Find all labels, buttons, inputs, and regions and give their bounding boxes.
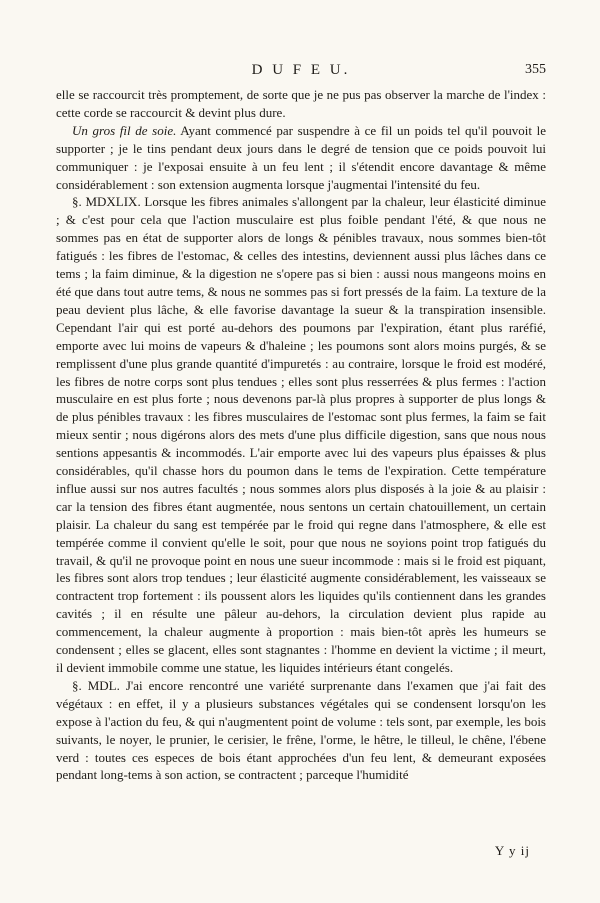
page-header [56, 62, 546, 84]
signature-mark: Y y ij [494, 843, 530, 858]
paragraph-silk-thread-text: Ayant commencé par suspendre à ce fil un poids tel qu'il pouvoit le supporter ; je le tins pendant deux jours dans le degré de tension que ce poids pouvoit lui communiquer : je l'exposai ensuite à un feu lent ; il s'étendit encore davantage & même considérablement : son extension augmenta lorsque j'augmentai l'intensité du feu. [56, 122, 546, 192]
paragraph-silk-thread [56, 122, 546, 194]
paragraph-mdxlix: §. MDXLIX. Lorsque les fibres animales s'allongent par la chaleur, leur élasticité diminue ; & c'est pour cela que l'action musculaire est plus foible pendant l'été, & que nous ne sommes pas en état de supporter alors de longs & pénibles travaux, nous sommes bien-tôt fatigués : les fibres de l'estomac, & celles des intestins, deviennent aussi plus lâches dans ce tems ; la faim diminue, & la digestion ne s'opere pas si bien : aussi nous mangeons moins en été que dans tout autre tems, & nous ne sommes pas si fort pressés de la faim. La texture de la peau devient plus lâche, & elle favorise davantage la sueur & la transpiration insensible. Cependant l'air qui est porté au-dehors des poumons par l'expiration, étant plus raréfié, emporte avec lui moins de vapeurs & d'haleine ; les poumons sont alors moins purgés, & se remplissent d'une plus grande quantité d'impuretés : au contraire, lorsque le froid est modéré, les fibres de notre corps sont plus tendues ; elles sont plus resserrées & plus fermes : l'action musculaire en est plus forte ; nous devenons par-là plus propres à supporter de plus longs & de plus pénibles travaux : les fibres musculaires de l'estomac sont plus fermes, la faim se fait mieux sentir ; nous digérons alors des mets d'une plus difficile digestion, sans que nous nous sentions appesantis & incommodés. L'air emporte avec lui des vapeurs plus épaisses & plus considérables, qu'il chasse hors du poumon dans le tems de l'expiration. Cette température influe aussi sur nos autres facultés ; nous sommes alors plus disposés à la joie & au plaisir : car la tension des fibres étant augmentée, nous sentons un certain chatouillement, un certain plaisir. La chaleur du sang est tempérée par le froid qui regne dans l'atmosphere, & elle est tempérée comme il convient qu'elle le soit, pour que nous ne soyions point trop fatigués du travail, & qu'il ne provoque point en nous une sueur incommode : mais si le froid est piquant, les fibres sont alors trop tendues ; leur élasticité augmente considérablement, les vaisseaux se contractent trop fortement : ils poussent alors les liquides qu'ils contiennent dans les grandes cavités ; il en résulte une pâleur au-dehors, la circulation devient plus rapide au commencement, la chaleur augmente à proportion : mais bien-tôt après les humeurs se condensent ; elles se glacent, elles sont stagnantes : l'homme en devient la victime ; il meurt, il devient immobile comme une statue, les liquides intérieurs étant congelés. [56, 194, 546, 675]
page-number: 355 [525, 62, 546, 77]
running-head: D U F E U. [251, 62, 351, 78]
paragraph-continuation: elle se raccourcit très promptement, de sorte que je ne pus pas observer la marche de l'index : cette corde se raccourcit & devint plus dure. [56, 87, 546, 120]
body-text [56, 86, 546, 784]
paragraph-mdl: §. MDL. J'ai encore rencontré une variété surprenante dans l'examen que j'ai fait des végétaux : en effet, il y a plusieurs substances végétales qui se condensent lorsqu'on les expose à l'action du feu, & qui n'augmentent point de volume : tels sont, par exemple, les bois suivants, le noyer, le prunier, le cerisier, le frêne, l'orme, le hêtre, le tilleul, le chêne, l'ébene verd : toutes ces especes de bois étant approchées d'un feu lent, & demeurant exposées pendant long-tems à son action, se contractent ; parceque l'humidité [56, 677, 546, 783]
paragraph-lead-italic: Un gros fil de soie. [72, 122, 177, 138]
